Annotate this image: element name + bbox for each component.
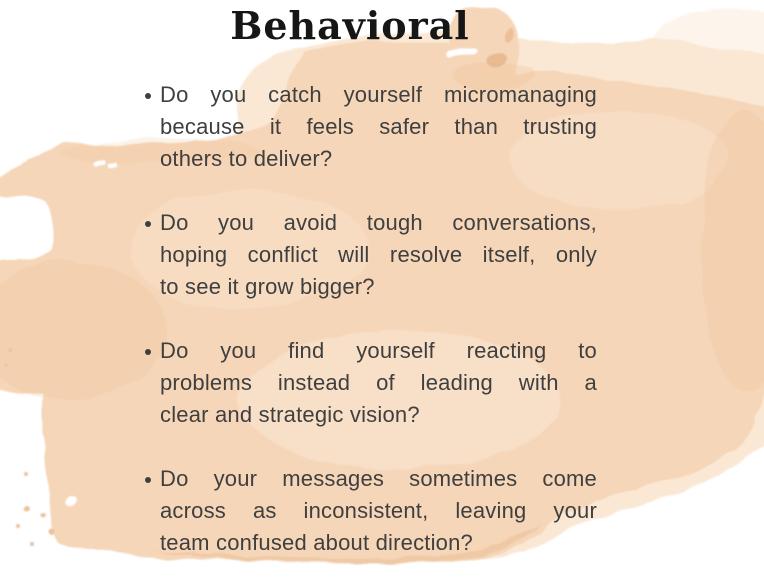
bullet-line: clear and strategic vision? (160, 402, 420, 427)
bullet-dot (145, 349, 151, 355)
list-item (145, 463, 597, 559)
bullet-line: hoping conflict will resolve itself, only (160, 242, 597, 267)
bullet-dot (145, 221, 151, 227)
bullet-line: others to deliver? (160, 146, 333, 171)
bullet-line: because it feels safer than trusting (160, 114, 597, 139)
bullet-line: Do you catch yourself micromanaging (160, 82, 597, 107)
page-title: Behavioral (230, 3, 470, 48)
bullet-text (160, 79, 597, 175)
bullet-line: team confused about direction? (160, 530, 473, 555)
bullet-line: Do your messages sometimes come (160, 466, 597, 491)
list-item (145, 335, 597, 431)
bullet-dot (145, 477, 151, 483)
bullet-text (160, 463, 597, 559)
bullet-dot (145, 93, 151, 99)
question-list (145, 79, 597, 586)
list-item (145, 79, 597, 175)
bullet-line: Do you avoid tough conversations, (160, 210, 597, 235)
list-item (145, 207, 597, 303)
bullet-text (160, 207, 597, 303)
bullet-text (160, 335, 597, 431)
bullet-line: to see it grow bigger? (160, 274, 375, 299)
bullet-line: problems instead of leading with a (160, 370, 597, 395)
bullet-line: across as inconsistent, leaving your (160, 498, 597, 523)
bullet-line: Do you find yourself reacting to (160, 338, 597, 363)
